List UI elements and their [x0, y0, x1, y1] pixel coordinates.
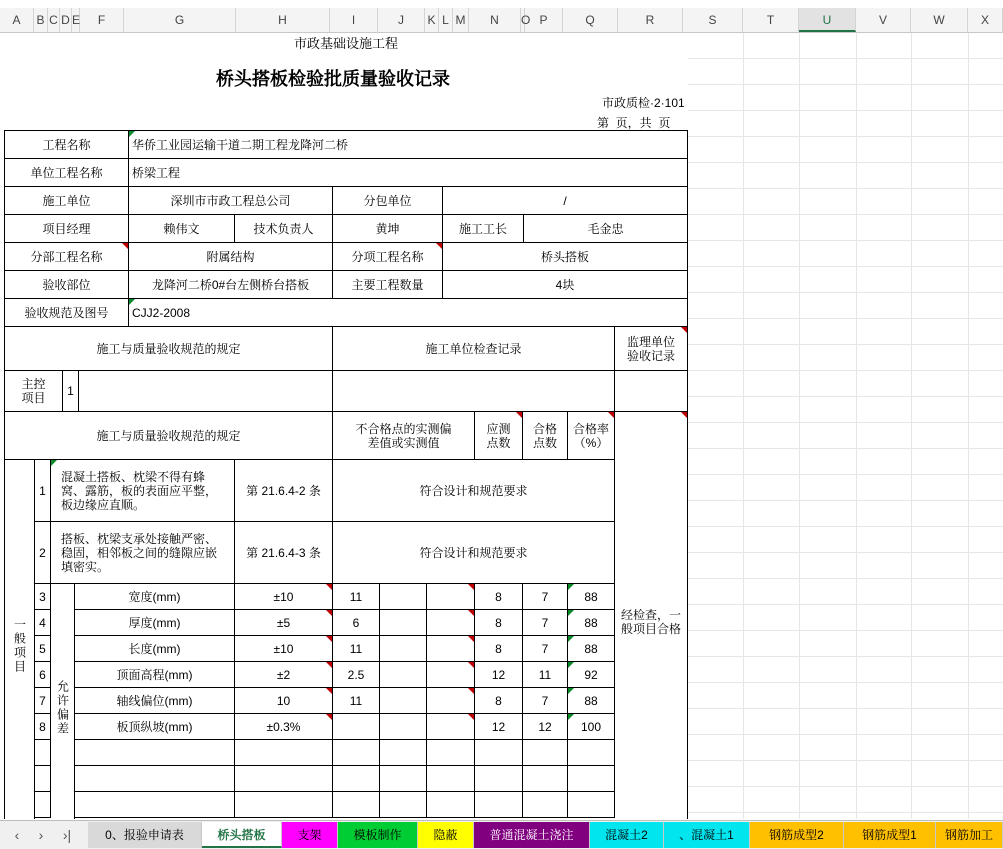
- pass-rate-header: 合格率（%）: [568, 412, 615, 460]
- tolerance-item-name: 轴线偏位(mm): [75, 688, 235, 714]
- grid-line: [688, 604, 1003, 605]
- tolerance-measured-1[interactable]: [333, 714, 380, 740]
- grid-line: [688, 422, 1003, 423]
- form-code: 市政质检·2·101: [602, 96, 685, 110]
- doc-title: 桥头搭板检验批质量验收记录: [216, 69, 450, 90]
- grid-line: [688, 292, 1003, 293]
- tolerance-measured-1[interactable]: [333, 766, 380, 792]
- grid-line: [688, 162, 1003, 163]
- main-control-spec[interactable]: [79, 371, 333, 412]
- tolerance-pass-points[interactable]: 7: [523, 584, 568, 610]
- spec-header-2: 施工与质量验收规范的规定: [5, 412, 333, 460]
- tolerance-measured-1[interactable]: 2.5: [333, 662, 380, 688]
- tolerance-should-points[interactable]: [475, 792, 523, 818]
- tolerance-measured-3[interactable]: [427, 688, 475, 714]
- tolerance-item-name: [75, 792, 235, 818]
- grid-line: [688, 812, 1003, 813]
- grid-line: [688, 656, 1003, 657]
- tolerance-should-points[interactable]: [475, 766, 523, 792]
- column-header-d[interactable]: D: [60, 8, 72, 32]
- column-header-n[interactable]: N: [469, 8, 521, 32]
- worksheet[interactable]: [0, 33, 1003, 819]
- tolerance-should-points[interactable]: 8: [475, 584, 523, 610]
- sheet-tab[interactable]: 模板制作: [338, 822, 418, 848]
- tolerance-item-name: 宽度(mm): [75, 584, 235, 610]
- grid-line: [799, 33, 800, 819]
- grid-line: [688, 136, 1003, 137]
- tolerance-measured-1[interactable]: [333, 740, 380, 766]
- quantity-value[interactable]: 4块: [443, 271, 688, 299]
- project-name-value[interactable]: 华侨工业园运输干道二期工程龙降河二桥: [129, 131, 688, 159]
- pm-value[interactable]: 赖伟文: [129, 215, 235, 243]
- tolerance-measured-2[interactable]: [380, 636, 427, 662]
- grid-line: [688, 760, 1003, 761]
- main-control-label: 主控项目: [5, 371, 63, 412]
- tolerance-pass-rate[interactable]: 92: [568, 662, 615, 688]
- tolerance-measured-3[interactable]: [427, 714, 475, 740]
- sheet-tab[interactable]: 支架: [282, 822, 338, 848]
- tolerance-tolerance-spec[interactable]: ±10: [235, 584, 333, 610]
- tolerance-row-no: [35, 766, 51, 792]
- sheet-tab[interactable]: 桥头搭板: [202, 822, 282, 848]
- grid-line: [688, 84, 1003, 85]
- next-sheet-icon[interactable]: ›: [38, 827, 44, 843]
- record-table: [4, 130, 688, 819]
- doc-category: 市政基础设施工程: [294, 36, 399, 51]
- tolerance-measured-3[interactable]: [427, 740, 475, 766]
- tolerance-tolerance-spec[interactable]: [235, 740, 333, 766]
- tolerance-pass-points[interactable]: [523, 792, 568, 818]
- tolerance-pass-rate[interactable]: 88: [568, 584, 615, 610]
- subcontract-label: 分包单位: [333, 187, 443, 215]
- general-item-no: 2: [35, 522, 51, 584]
- grid-line: [856, 33, 857, 819]
- grid-line: [688, 500, 1003, 501]
- foreman-value[interactable]: 毛金忠: [524, 215, 688, 243]
- sheet-tab[interactable]: 钢筋成型2: [750, 822, 844, 848]
- tolerance-pass-rate[interactable]: [568, 740, 615, 766]
- supervisor-header: 监理单位验收记录: [615, 327, 688, 371]
- grid-line: [688, 396, 1003, 397]
- division-value[interactable]: 附属结构: [129, 243, 333, 271]
- tolerance-pass-points[interactable]: 7: [523, 610, 568, 636]
- tolerance-measured-2[interactable]: [380, 792, 427, 818]
- tolerance-measured-3[interactable]: [427, 610, 475, 636]
- column-header-v[interactable]: V: [856, 8, 911, 32]
- tolerance-row-no: [35, 740, 51, 766]
- column-header-r[interactable]: R: [618, 8, 683, 32]
- tech-lead-value[interactable]: 黄坤: [333, 215, 443, 243]
- foreman-label: 施工工长: [443, 215, 524, 243]
- prev-sheet-icon[interactable]: ‹: [14, 827, 20, 843]
- column-header-bar: [0, 8, 1003, 33]
- tolerance-measured-1[interactable]: 11: [333, 636, 380, 662]
- division-label: 分部工程名称: [5, 243, 129, 271]
- should-header: 应测点数: [475, 412, 523, 460]
- grid-line: [688, 110, 1003, 111]
- general-item-no: 1: [35, 460, 51, 522]
- grid-line: [688, 448, 1003, 449]
- column-header-t[interactable]: T: [743, 8, 799, 32]
- sheet-tab[interactable]: 混凝土2: [590, 822, 664, 848]
- tolerance-pass-rate[interactable]: [568, 766, 615, 792]
- grid-line: [743, 33, 744, 819]
- grid-line: [688, 526, 1003, 527]
- general-item-desc: 搭板、枕梁支承处接触严密、稳固，相邻板之间的缝隙应嵌 填密实。: [51, 522, 235, 584]
- grid-line: [688, 474, 1003, 475]
- main-control-record[interactable]: [333, 371, 615, 412]
- grid-line: [688, 240, 1003, 241]
- tolerance-pass-points[interactable]: [523, 740, 568, 766]
- tolerance-item-name: 顶面高程(mm): [75, 662, 235, 688]
- column-header-k[interactable]: K: [425, 8, 439, 32]
- grid-line: [688, 630, 1003, 631]
- tolerance-row-no: 4: [35, 610, 51, 636]
- tolerance-pass-rate[interactable]: 100: [568, 714, 615, 740]
- tolerance-measured-1[interactable]: 11: [333, 584, 380, 610]
- deviation-header: 不合格点的实测偏差值或实测值: [333, 412, 475, 460]
- subcontract-value[interactable]: /: [443, 187, 688, 215]
- tolerance-pass-points[interactable]: 12: [523, 714, 568, 740]
- tolerance-measured-2[interactable]: [380, 610, 427, 636]
- column-header-b[interactable]: B: [34, 8, 48, 32]
- tolerance-row-no: 8: [35, 714, 51, 740]
- tolerance-tolerance-spec[interactable]: ±10: [235, 636, 333, 662]
- sheet-tab[interactable]: 普通混凝土浇注: [474, 822, 590, 848]
- grid-line: [688, 58, 1003, 59]
- tolerance-should-points[interactable]: 8: [475, 636, 523, 662]
- tolerance-measured-2[interactable]: [380, 714, 427, 740]
- tolerance-row-no: 7: [35, 688, 51, 714]
- general-item-result[interactable]: 符合设计和规范要求: [333, 522, 615, 584]
- record-header: 施工单位检查记录: [333, 327, 615, 371]
- tolerance-pass-rate[interactable]: [568, 792, 615, 818]
- tolerance-tolerance-spec[interactable]: ±2: [235, 662, 333, 688]
- pm-label: 项目经理: [5, 215, 129, 243]
- tolerance-item-name: [75, 740, 235, 766]
- subitem-value[interactable]: 桥头搭板: [443, 243, 688, 271]
- standard-value[interactable]: CJJ2-2008: [129, 299, 688, 327]
- grid-line: [688, 266, 1003, 267]
- tolerance-measured-3[interactable]: [427, 792, 475, 818]
- tolerance-measured-3[interactable]: [427, 662, 475, 688]
- grid-line: [968, 33, 969, 819]
- tolerance-pass-rate[interactable]: 88: [568, 610, 615, 636]
- location-value[interactable]: 龙降河二桥0#台左侧桥台搭板: [129, 271, 333, 299]
- column-header-a[interactable]: A: [0, 8, 34, 32]
- grid-line: [688, 708, 1003, 709]
- tolerance-row-no: 6: [35, 662, 51, 688]
- column-header-x[interactable]: X: [968, 8, 1003, 32]
- column-header-g[interactable]: G: [124, 8, 236, 32]
- tolerance-should-points[interactable]: 12: [475, 714, 523, 740]
- grid-line: [688, 734, 1003, 735]
- tolerance-item-name: [75, 766, 235, 792]
- page-info: 第 页，共 页: [597, 116, 671, 130]
- project-name-label: 工程名称: [5, 131, 129, 159]
- column-header-p[interactable]: P: [525, 8, 563, 32]
- grid-line: [688, 682, 1003, 683]
- grid-line: [688, 370, 1003, 371]
- tolerance-item-name: 板顶纵坡(mm): [75, 714, 235, 740]
- tolerance-measured-3[interactable]: [427, 636, 475, 662]
- general-item-clause: 第 21.6.4-3 条: [235, 522, 333, 584]
- column-header-e[interactable]: E: [72, 8, 80, 32]
- tolerance-pass-rate[interactable]: 88: [568, 688, 615, 714]
- tolerance-measured-2[interactable]: [380, 662, 427, 688]
- main-control-no: 1: [63, 371, 79, 412]
- tolerance-tolerance-spec[interactable]: ±5: [235, 610, 333, 636]
- tolerance-item-name: 厚度(mm): [75, 610, 235, 636]
- sheet-tab[interactable]: 钢筋成型1: [844, 822, 936, 848]
- pass-points-header: 合格点数: [523, 412, 568, 460]
- column-header-i[interactable]: I: [330, 8, 378, 32]
- tolerance-measured-1[interactable]: 11: [333, 688, 380, 714]
- grid-line: [911, 33, 912, 819]
- unit-project-label: 单位工程名称: [5, 159, 129, 187]
- grid-line: [688, 214, 1003, 215]
- sheet-tab-bar: [0, 820, 1003, 849]
- column-header-f[interactable]: F: [80, 8, 124, 32]
- column-header-h[interactable]: H: [236, 8, 330, 32]
- tolerance-should-points[interactable]: 8: [475, 610, 523, 636]
- grid-line: [688, 318, 1003, 319]
- tolerance-row-no: [35, 792, 51, 818]
- column-header-m[interactable]: M: [453, 8, 469, 32]
- tolerance-item-name: 长度(mm): [75, 636, 235, 662]
- sheet-tab[interactable]: 隐蔽: [418, 822, 474, 848]
- general-item-desc: 混凝土搭板、枕梁不得有蜂窝、露筋，板的表面应平整，板边缘应直顺。: [51, 460, 235, 522]
- standard-label: 验收规范及图号: [5, 299, 129, 327]
- tolerance-measured-2[interactable]: [380, 766, 427, 792]
- tolerance-tolerance-spec[interactable]: [235, 766, 333, 792]
- tolerance-measured-1[interactable]: 6: [333, 610, 380, 636]
- column-header-c[interactable]: C: [48, 8, 60, 32]
- sheet-tab[interactable]: 0、报验申请表: [88, 822, 202, 848]
- tolerance-tolerance-spec[interactable]: ±0.3%: [235, 714, 333, 740]
- tolerance-measured-3[interactable]: [427, 766, 475, 792]
- tolerance-pass-points[interactable]: 7: [523, 636, 568, 662]
- column-header-l[interactable]: L: [439, 8, 453, 32]
- tolerance-pass-points[interactable]: [523, 766, 568, 792]
- grid-line: [688, 188, 1003, 189]
- tolerance-pass-points[interactable]: 7: [523, 688, 568, 714]
- general-item-result[interactable]: 符合设计和规范要求: [333, 460, 615, 522]
- tolerance-pass-rate[interactable]: 88: [568, 636, 615, 662]
- tolerance-measured-2[interactable]: [380, 740, 427, 766]
- tolerance-measured-2[interactable]: [380, 584, 427, 610]
- main-control-supervisor[interactable]: [615, 371, 688, 412]
- grid-line: [688, 344, 1003, 345]
- column-header-u[interactable]: U: [799, 8, 856, 32]
- location-label: 验收部位: [5, 271, 129, 299]
- tolerance-should-points[interactable]: 12: [475, 662, 523, 688]
- spec-header: 施工与质量验收规范的规定: [5, 327, 333, 371]
- column-header-o[interactable]: O: [521, 8, 525, 32]
- sheet-tab[interactable]: 钢筋加工: [936, 822, 1003, 848]
- tech-lead-label: 技术负责人: [235, 215, 333, 243]
- grid-line: [688, 552, 1003, 553]
- tolerance-measured-2[interactable]: [380, 688, 427, 714]
- conclusion-cell[interactable]: 经检查，一般项目合格: [615, 412, 688, 819]
- grid-line: [688, 578, 1003, 579]
- tolerance-label: 允许偏差: [51, 584, 75, 819]
- general-items-label: 一般项目: [5, 460, 35, 819]
- tolerance-should-points[interactable]: [475, 740, 523, 766]
- construction-unit-label: 施工单位: [5, 187, 129, 215]
- tolerance-should-points[interactable]: 8: [475, 688, 523, 714]
- grid-line: [688, 786, 1003, 787]
- tolerance-pass-points[interactable]: 11: [523, 662, 568, 688]
- column-header-w[interactable]: W: [911, 8, 968, 32]
- column-header-s[interactable]: S: [683, 8, 743, 32]
- quantity-label: 主要工程数量: [333, 271, 443, 299]
- sheet-tab[interactable]: 、混凝土1: [664, 822, 750, 848]
- general-item-clause: 第 21.6.4-2 条: [235, 460, 333, 522]
- unit-project-value[interactable]: 桥梁工程: [129, 159, 688, 187]
- subitem-label: 分项工程名称: [333, 243, 443, 271]
- column-header-j[interactable]: J: [378, 8, 425, 32]
- tolerance-tolerance-spec[interactable]: 10: [235, 688, 333, 714]
- tolerance-measured-1[interactable]: [333, 792, 380, 818]
- tolerance-row-no: 3: [35, 584, 51, 610]
- tolerance-row-no: 5: [35, 636, 51, 662]
- last-sheet-icon[interactable]: ›|: [62, 827, 72, 843]
- tolerance-tolerance-spec[interactable]: [235, 792, 333, 818]
- column-header-q[interactable]: Q: [563, 8, 618, 32]
- tolerance-measured-3[interactable]: [427, 584, 475, 610]
- construction-unit-value[interactable]: 深圳市市政工程总公司: [129, 187, 333, 215]
